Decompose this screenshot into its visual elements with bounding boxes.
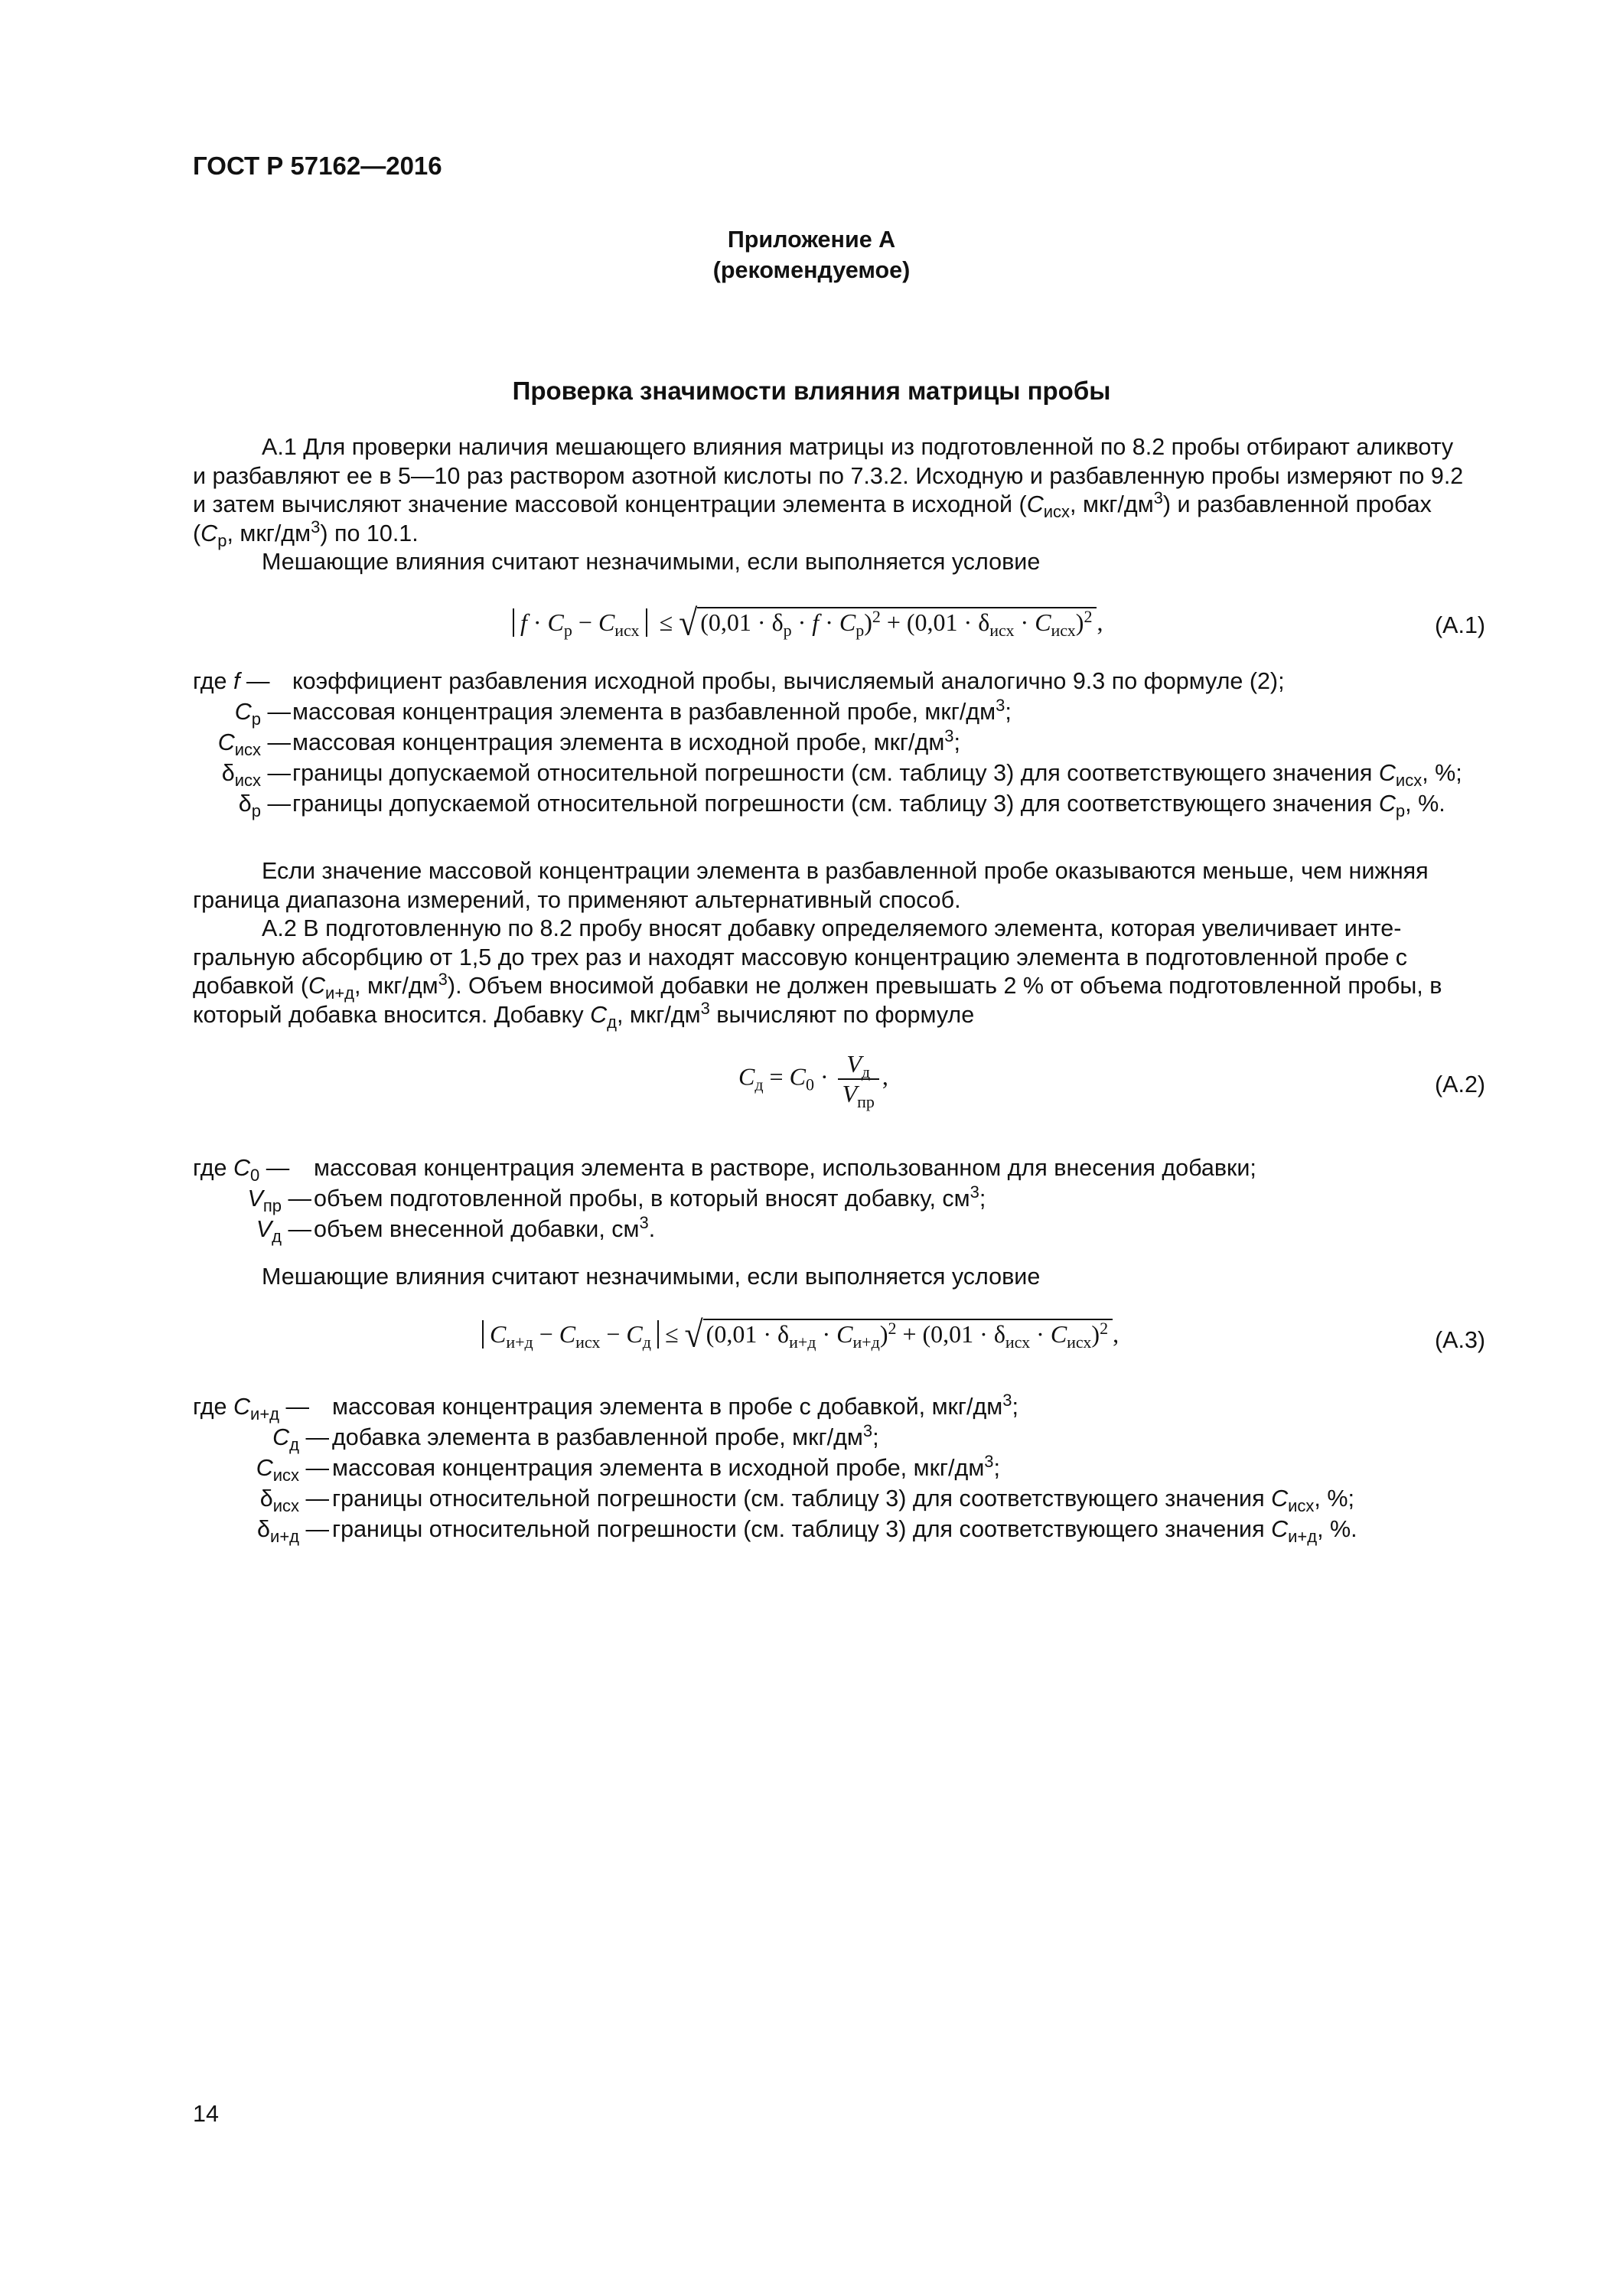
formula-number-a1: (А.1) [1435, 612, 1486, 638]
formula-a2: $C_д = C_0$ · $\frac{V_д}{V_{пр}}$ , [738, 1050, 888, 1111]
paragraph-line: Если значение массовой концентрации элемента в разбавленной пробе оказываются меньше, чем нижняя [262, 858, 1429, 884]
paragraph-line: граница диапазона измерений, то применяют альтернативный способ. [193, 886, 961, 913]
section-title: Проверка значимости влияния матрицы пробы [512, 377, 1111, 405]
where-block-3: где $C_{и+д}$ — массовая концентрация элемента в пробе с добавкой, мкг/$дм^3$; $C_д$ — добавка элемента в разбавленной пробе, мкг/$дм^3$; $C_{исх}$ — массовая концентрация элемента в исходной пробе, мкг/$дм^3$; $\delta_{исх}$ — границы относительной погрешности (см. таблицу 3) для соответствующего значения $C_{исх}$, %; $\delta_{и+д}$ — границы относительной погрешности (см. таблицу 3) для соответствующего значения $C_{и+д}$, %. [193, 1391, 1357, 1546]
page-number: 14 [193, 2101, 219, 2127]
paragraph-line: А.2 В подготовленную по 8.2 пробу вносят добавку определяемого элемента, которая увеличивает инте- [262, 915, 1402, 941]
where-block-1: где f — коэффициент разбавления исходной пробы, вычисляемый аналогично 9.3 по формуле (2); $C_р$ — массовая концентрация элемента в разбавленной пробе, мкг/$дм^3$; $C_{исх}$ — массовая концентрация элемента в исходной пробе, мкг/$дм^3$; $\delta_{исх}$ — границы допускаемой относительной погрешности (см. таблицу 3) для соответствующего значения $C_{исх}$, %; $\delta_р$ — границы допускаемой относительной погрешности (см. таблицу 3) для соответствующего значения $C_р$, %. [193, 668, 1462, 820]
paragraph-line: ($C_р$, мкг/$дм^3$) по 10.1. [193, 517, 419, 550]
paragraph-line: гральную абсорбцию от 1,5 до трех раз и находят массовую концентрацию элемента в подготовленной пробе с [193, 944, 1408, 970]
annex-subtitle: (рекомендуемое) [712, 257, 911, 283]
paragraph-a1 [193, 433, 1494, 577]
paragraph-line: А.1 Для проверки наличия мешающего влияния матрицы из подготовленной по 8.2 пробы отбирают аликвоту [262, 434, 1454, 460]
paragraph-line: добавкой ($C_{и+д}$, мкг/$дм^3$). Объем вносимой добавки не должен превышать 2 % от объема подготовленной пробы, в [193, 970, 1442, 1003]
paragraph-line: и разбавляют ее в 5—10 раз раствором азотной кислоты по 7.3.2. Исходную и разбавленную пробы измеряют по 9.2 [193, 462, 1464, 489]
paragraph-a2 [193, 915, 1494, 1032]
formula-number-a2: (А.2) [1435, 1071, 1486, 1097]
paragraph-alt [193, 857, 1494, 915]
annex-title: Приложение А [727, 227, 896, 253]
condition-2 [193, 1263, 1494, 1292]
condition-line: Мешающие влияния считают незначимыми, если выполняется условие [262, 549, 1041, 575]
formula-a1: $f \cdot C_р - C_{исх}$ ≤ √ $(0,01 \cdot \delta_р \cdot f \cdot C_р)^2 + (0,01 \cdot \delta_{исх} \cdot C_{исх})^2$ , [513, 603, 1103, 642]
formula-number-a3: (А.3) [1435, 1327, 1486, 1353]
formula-a3: $C_{и+д} - C_{исх} - C_д$ ≤ √ $(0,01 \cdot \delta_{и+д} \cdot C_{и+д})^2 + (0,01 \cdot \delta_{исх} \cdot C_{исх})^2$ , [482, 1315, 1119, 1354]
condition-line: Мешающие влияния считают незначимыми, если выполняется условие [262, 1264, 1041, 1290]
paragraph-line: который добавка вносится. Добавку $C_д$, мкг/$дм^3$ вычисляют по формуле [193, 998, 975, 1032]
where-block-2: где $C_0$ — массовая концентрация элемента в растворе, использованном для внесения добавки; $V_{пр}$ — объем подготовленной пробы, в который вносят добавку, $см^3$; $V_д$ — объем внесенной добавки, $см^3$. [193, 1155, 1256, 1246]
paragraph-line: и затем вычисляют значение массовой концентрации элемента в исходной ($C_{исх}$, мкг/$дм^3$) и разбавленной пробах [193, 488, 1432, 521]
document-code: ГОСТ Р 57162—2016 [193, 152, 442, 180]
